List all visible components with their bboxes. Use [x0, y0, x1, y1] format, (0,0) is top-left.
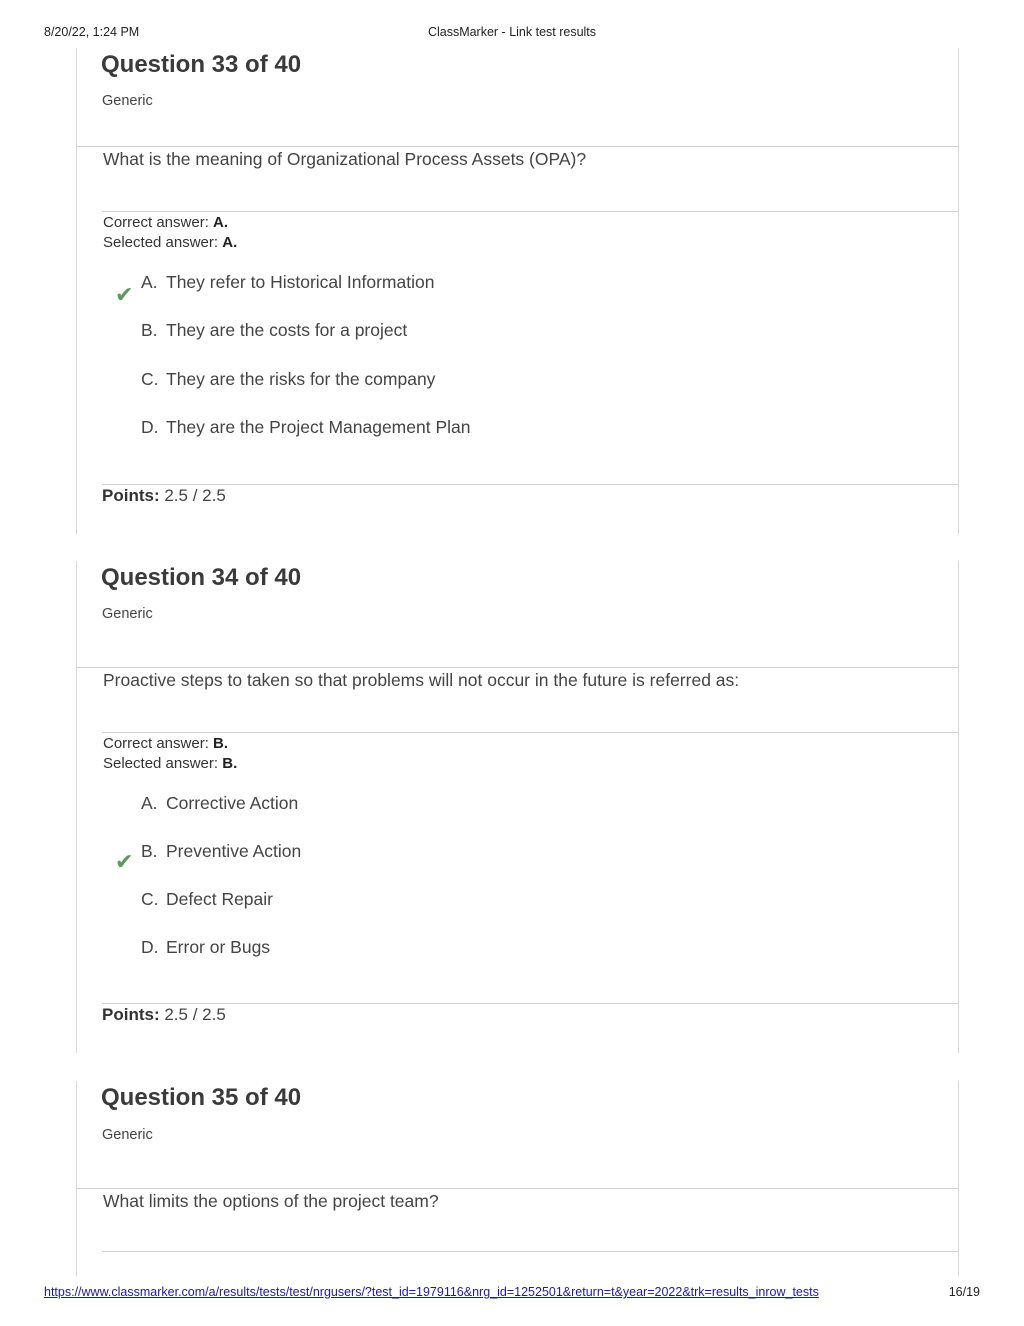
- selected-answer-label: Selected answer:: [103, 755, 219, 772]
- selected-answer-label: Selected answer:: [103, 234, 219, 251]
- answer-option: C. They are the risks for the company: [141, 369, 436, 389]
- question-category: Generic: [102, 93, 153, 109]
- correct-answer-label: Correct answer:: [103, 735, 209, 752]
- points-label: Points:: [102, 1005, 160, 1024]
- question-card-33: [76, 48, 959, 534]
- answer-option: D. Error or Bugs: [141, 937, 271, 957]
- answer-option: D. They are the Project Management Plan: [141, 417, 471, 437]
- question-title: Question 35 of 40: [101, 1084, 302, 1111]
- points: [102, 1005, 226, 1025]
- correct-answer-label: Correct answer:: [103, 214, 209, 231]
- page-number: 16/19: [948, 1285, 980, 1299]
- page-url-link[interactable]: https://www.classmarker.com/a/results/tests/test/nrgusers/?test_id=1979116&nrg_id=1252501&return=t&year=2022&trk=results_inrow_tests: [44, 1285, 819, 1299]
- points-label: Points:: [102, 486, 160, 505]
- divider: [102, 211, 958, 212]
- answer-option: A. They refer to Historical Information: [141, 272, 435, 292]
- points-value: 2.5 / 2.5: [164, 1005, 226, 1024]
- divider: [77, 1188, 958, 1189]
- question-text: What is the meaning of Organizational Process Assets (OPA)?: [103, 149, 587, 169]
- divider: [102, 484, 958, 485]
- print-footer: [44, 1285, 984, 1300]
- divider: [102, 1003, 958, 1004]
- print-title: ClassMarker - Link test results: [427, 25, 597, 39]
- checkmark-icon: ✔: [115, 849, 134, 874]
- points-value: 2.5 / 2.5: [164, 486, 226, 505]
- correct-answer-value: B.: [213, 735, 229, 752]
- selected-answer-value: B.: [222, 755, 238, 772]
- divider: [102, 1251, 958, 1252]
- answer-summary: [103, 734, 237, 774]
- answer-summary: [103, 213, 237, 253]
- selected-answer-value: A.: [222, 234, 238, 251]
- correct-answer-value: A.: [213, 214, 229, 231]
- answer-option: C. Defect Repair: [141, 889, 273, 909]
- question-card-35: [76, 1081, 959, 1276]
- question-text: What limits the options of the project team?: [103, 1191, 439, 1211]
- question-text: Proactive steps to taken so that problems will not occur in the future is referred as:: [103, 670, 740, 690]
- question-category: Generic: [102, 1127, 153, 1143]
- question-title: Question 34 of 40: [101, 564, 302, 591]
- question-category: Generic: [102, 606, 153, 622]
- answer-option: A. Corrective Action: [141, 793, 299, 813]
- divider: [77, 667, 958, 668]
- question-card-34: [76, 561, 959, 1053]
- checkmark-icon: ✔: [115, 282, 134, 307]
- answer-option: B. They are the costs for a project: [141, 320, 408, 340]
- print-date: 8/20/22, 1:24 PM: [44, 25, 140, 39]
- divider: [77, 146, 958, 147]
- answer-option: B. Preventive Action: [141, 841, 302, 861]
- print-header: [0, 25, 1024, 41]
- divider: [102, 732, 958, 733]
- points: [102, 486, 226, 506]
- question-title: Question 33 of 40: [101, 51, 302, 78]
